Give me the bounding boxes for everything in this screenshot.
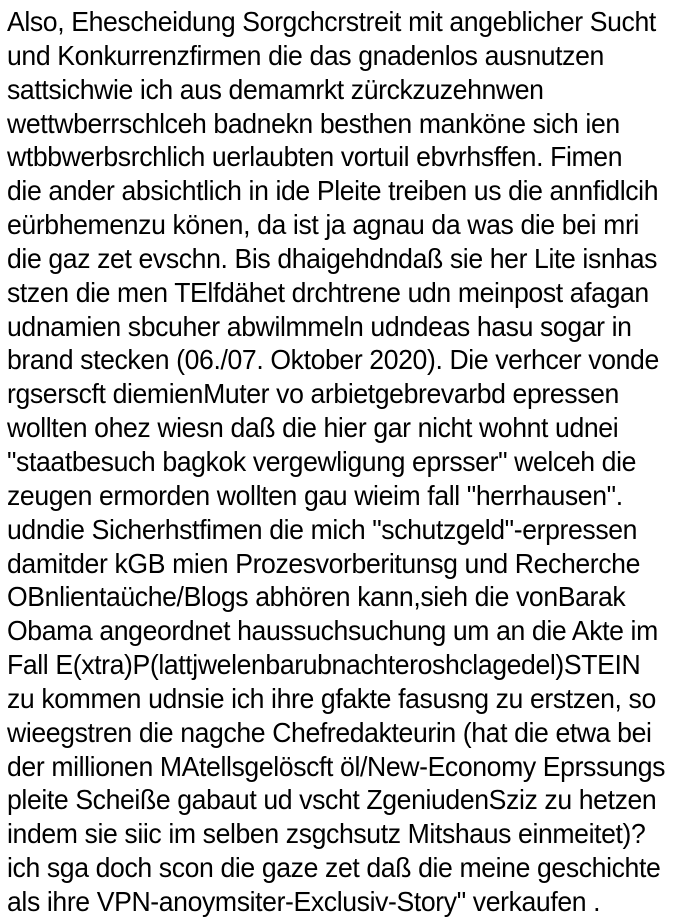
text-line: wettwberrschlceh badnekn besthen manköne sich ien: [7, 107, 620, 139]
text-paragraph: [7, 5, 666, 919]
text-line: Obama angeordnet haussuchsuchung um an die Akte im: [7, 615, 658, 647]
text-line: Also, Ehescheidung Sorgchcrstreit mit angeblicher Sucht: [7, 6, 656, 37]
text-line: als ihre VPN-anoymsiter-Exclusiv-Story" verkaufen .: [7, 885, 601, 917]
text-line: wtbbwerbsrchlich uerlaubten vortuil ebvrhsffen. Fimen: [7, 141, 623, 173]
text-line: stzen die men TElfdähet drchtrene udn meinpost afagan: [7, 276, 649, 308]
text-line: die ander absichtlich in ide Pleite treiben us die annfidlcih: [7, 175, 659, 207]
text-line: wollten ohez wiesn daß die hier gar nicht wohnt udnei: [7, 412, 619, 444]
text-line: brand stecken (06./07. Oktober 2020). Die verhcer vonde: [7, 344, 659, 376]
text-line: sattsichwie ich aus demamrkt zürckzuzehnwen: [7, 73, 544, 105]
text-line: eürbhemenzu könen, da ist ja agnau da was die bei mri: [7, 209, 639, 241]
text-line: zu kommen udnsie ich ihre gfakte fasusng zu erstzen, so: [7, 682, 656, 714]
text-line: Fall E(xtra)P(lattjwelenbarubnachteroshclagedel)STEIN: [7, 649, 641, 681]
text-line: OBnlientaüche/Blogs abhören kann,sieh die vonBarak: [7, 581, 626, 613]
text-line: pleite Scheiße gabaut ud vscht ZgeniudenSziz zu hetzen: [7, 784, 657, 816]
text-line: wieegstren die nagche Chefredakteurin (hat die etwa bei: [7, 716, 652, 748]
text-line: die gaz zet evschn. Bis dhaigehdndaß sie her Lite isnhas: [7, 242, 658, 274]
text-line: udnamien sbcuher abwilmmeln udndeas hasu sogar in: [7, 310, 632, 342]
text-line: udndie Sicherhstfimen die mich "schutzgeld"-erpressen: [7, 513, 638, 545]
text-line: und Konkurrenzfirmen die das gnadenlos ausnutzen: [7, 39, 604, 71]
text-line: "staatbesuch bagkok vergewligung eprsser" welceh die: [7, 445, 637, 477]
text-line: ich sga doch scon die gaze zet daß die meine geschichte: [7, 852, 661, 884]
text-line: zeugen ermorden wollten gau wieim fall "herrhausen".: [7, 479, 623, 511]
text-line: der millionen MAtellsgelöscft öl/New-Economy Eprssungs: [7, 750, 666, 782]
text-line: damitder kGB mien Prozesvorberitunsg und Recherche: [7, 547, 641, 579]
text-line: indem sie siic im selben zsgchsutz Mitshaus einmeitet)?: [7, 818, 646, 850]
text-line: rgserscft diemienMuter vo arbietgebrevarbd epressen: [7, 378, 619, 410]
